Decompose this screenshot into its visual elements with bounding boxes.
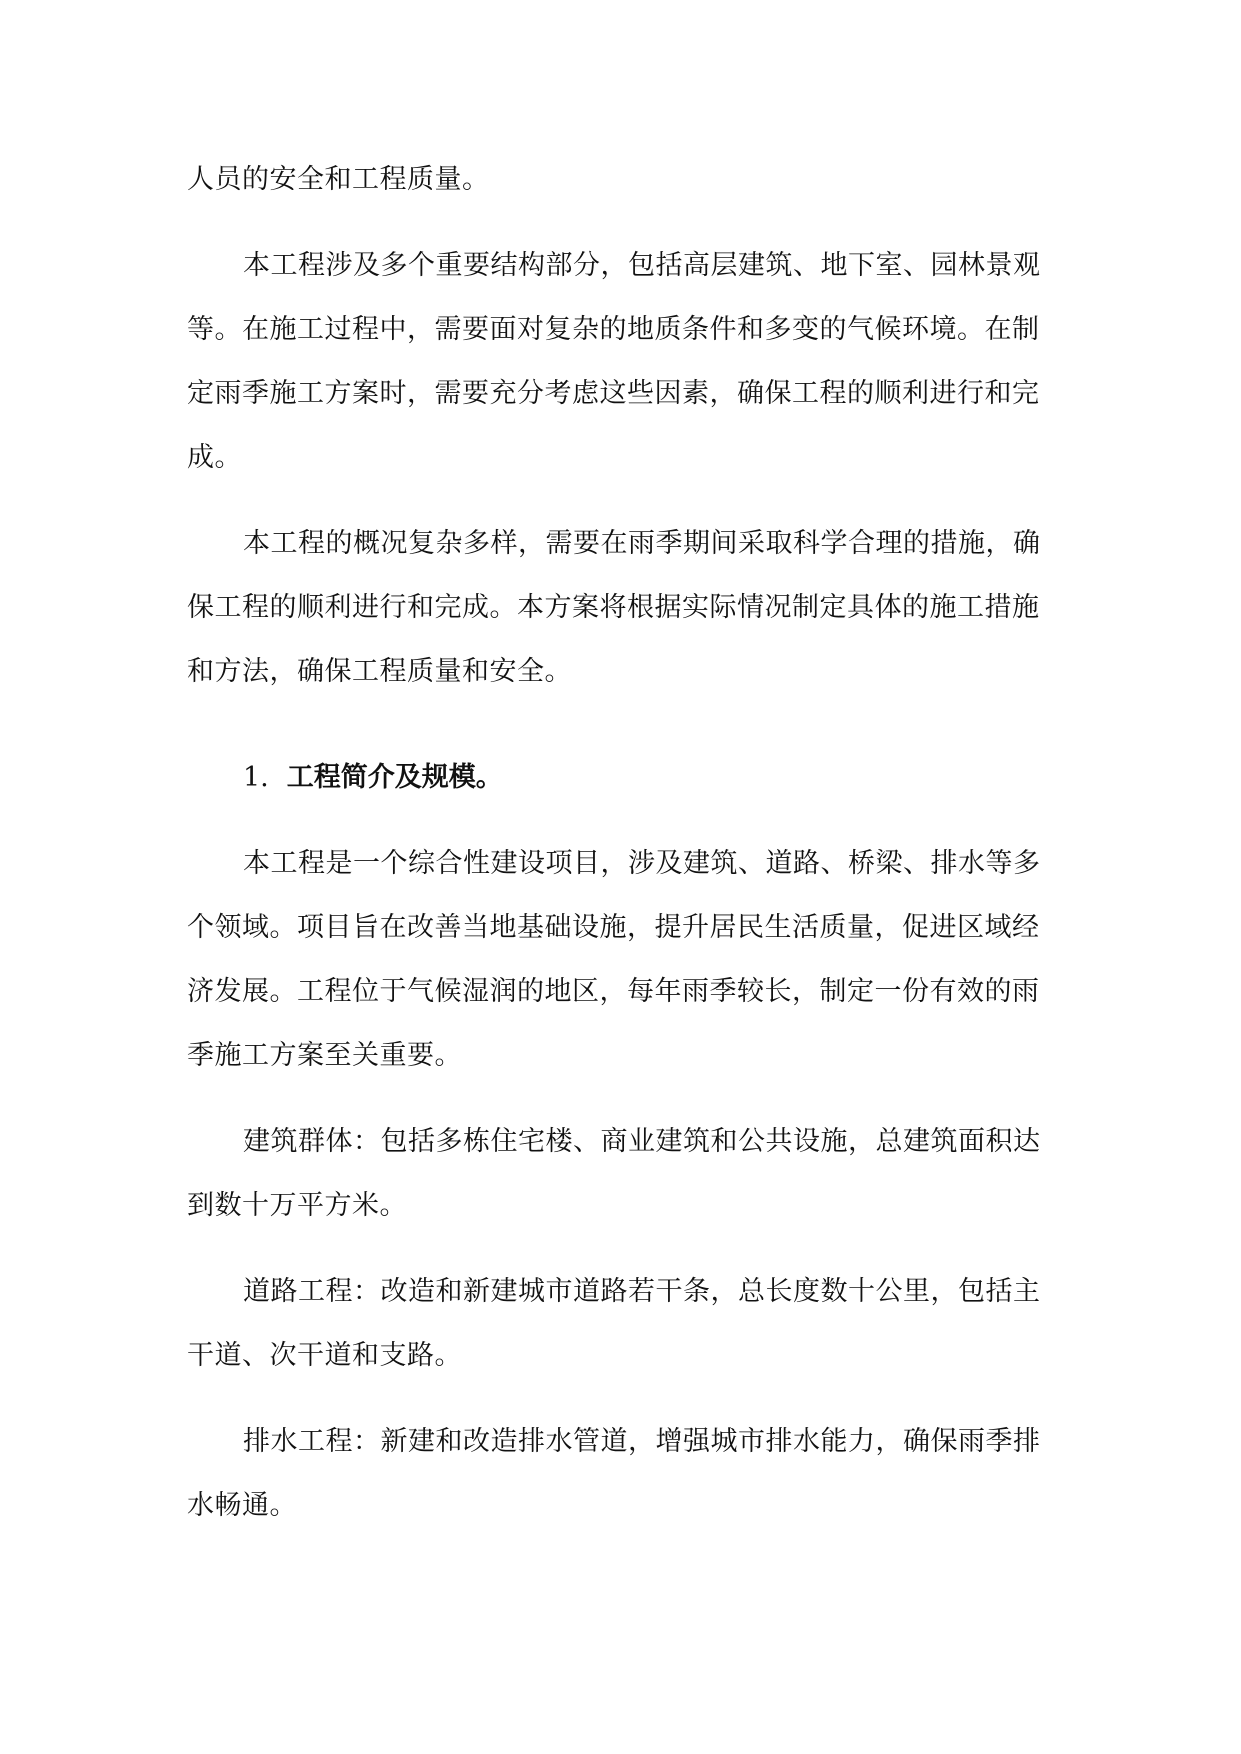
paragraph-structure-overview: 本工程涉及多个重要结构部分，包括高层建筑、地下室、园林景观等。在施工过程中，需要面对复杂的地质条件和多变的气候环境。在制定雨季施工方案时，需要充分考虑这些因素，确保工程的顺利进行和完成。 (187, 250, 1041, 473)
section-heading (187, 746, 1055, 810)
paragraph-overview-summary: 本工程的概况复杂多样，需要在雨季期间采取科学合理的措施，确保工程的顺利进行和完成。本方案将根据实际情况制定具体的施工措施和方法，确保工程质量和安全。 (187, 528, 1041, 687)
paragraph-continued: 人员的安全和工程质量。 (187, 164, 490, 195)
paragraph-project-intro: 本工程是一个综合性建设项目，涉及建筑、道路、桥梁、排水等多个领域。项目旨在改善当地基础设施，提升居民生活质量，促进区域经济发展。工程位于气候湿润的地区，每年雨季较长，制定一份有效的雨季施工方案至关重要。 (187, 848, 1041, 1071)
paragraph-roads: 道路工程：改造和新建城市道路若干条，总长度数十公里，包括主干道、次干道和支路。 (187, 1276, 1041, 1371)
document-body (187, 148, 1055, 1560)
paragraph-buildings: 建筑群体：包括多栋住宅楼、商业建筑和公共设施，总建筑面积达到数十万平方米。 (187, 1126, 1041, 1221)
section-title: 工程简介及规模。 (286, 762, 503, 793)
paragraph-drainage: 排水工程：新建和改造排水管道，增强城市排水能力，确保雨季排水畅通。 (187, 1426, 1041, 1521)
section-number: 1. (243, 762, 269, 793)
